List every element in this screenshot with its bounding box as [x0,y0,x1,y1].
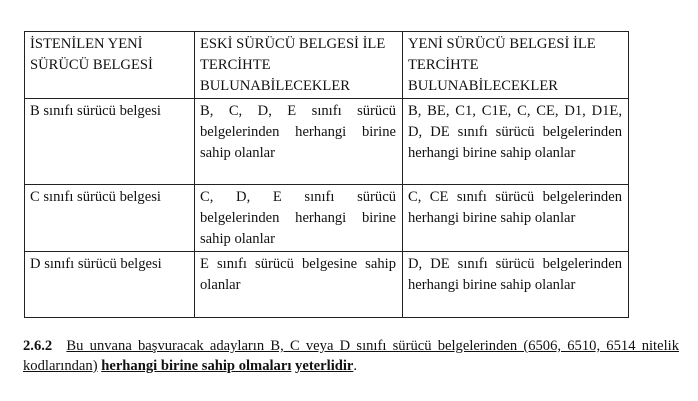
note-number: 2.6.2 [23,338,53,354]
row-new-license: D, DE sınıfı sürücü belgelerinden herhangi birine sahip olanlar [403,252,629,318]
header-old-license: ESKİ SÜRÜCÜ BELGESİ İLE TERCİHTE BULUNABİLECEKLER [195,32,403,99]
row-requested-license: D sınıfı sürücü belgesi [25,252,195,318]
row-old-license: E sınıfı sürücü belgesine sahip olanlar [195,252,403,318]
table-row [25,99,629,185]
license-table [24,31,629,318]
note-emphasis: herhangi birine sahip olmaları [101,358,292,374]
table-header-row [25,32,629,99]
row-old-license: C, D, E sınıfı sürücü belgelerinden herhangi birine sahip olanlar [195,185,403,252]
row-requested-license: B sınıfı sürücü belgesi [25,99,195,185]
header-new-license: YENİ SÜRÜCÜ BELGESİ İLE TERCİHTE BULUNABİLECEKLER [403,32,629,99]
row-new-license: B, BE, C1, C1E, C, CE, D1, D1E, D, DE sınıfı sürücü belgelerinden herhangi birine sahip olanlar [403,99,629,185]
requirement-note [23,336,679,376]
note-emphasis-2: yeterlidir [295,358,354,374]
row-requested-license: C sınıfı sürücü belgesi [25,185,195,252]
row-new-license: C, CE sınıfı sürücü belgelerinden herhangi birine sahip olanlar [403,185,629,252]
note-text: Bu unvana başvuracak adayların B, C veya D sınıfı sürücü belgelerinden (6506, 6510, 6514 nitelik kodlarından) [23,338,679,374]
table-row [25,252,629,318]
table-row [25,185,629,252]
header-requested-license: İSTENİLEN YENİ SÜRÜCÜ BELGESİ [25,32,195,99]
row-old-license: B, C, D, E sınıfı sürücü belgelerinden herhangi birine sahip olanlar [195,99,403,185]
note-end: . [353,358,358,374]
